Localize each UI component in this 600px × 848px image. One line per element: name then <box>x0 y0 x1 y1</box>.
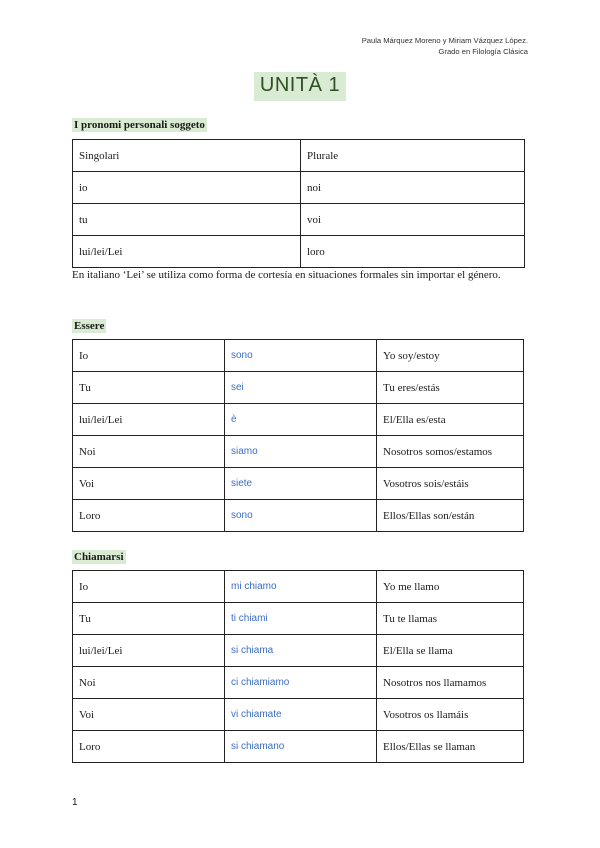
table-row <box>73 667 524 699</box>
table-row <box>73 236 525 268</box>
table-cell: vi chiamate <box>225 699 377 731</box>
table-cell: Nosotros nos llamamos <box>377 667 524 699</box>
header-degree: Grado en Filología Clásica <box>438 47 528 56</box>
table-cell: si chiamano <box>225 731 377 763</box>
table-row <box>73 140 525 172</box>
table-cell: lui/lei/Lei <box>73 236 301 268</box>
table-cell: sono <box>225 340 377 372</box>
table-row <box>73 571 524 603</box>
table-cell: io <box>73 172 301 204</box>
table-row <box>73 468 524 500</box>
header-authors: Paula Márquez Moreno y Miriam Vázquez López. <box>361 36 528 45</box>
table-cell: Vosotros os llamáis <box>377 699 524 731</box>
table-cell: Voi <box>73 699 225 731</box>
table-cell: ci chiamiamo <box>225 667 377 699</box>
table-row <box>73 340 524 372</box>
table-cell: Tu <box>73 603 225 635</box>
table-row <box>73 436 524 468</box>
page-number: 1 <box>72 797 78 808</box>
table-cell: El/Ella es/esta <box>377 404 524 436</box>
table-row <box>73 404 524 436</box>
table-cell: Io <box>73 340 225 372</box>
table-cell: Yo soy/estoy <box>377 340 524 372</box>
table-cell: Tu eres/estás <box>377 372 524 404</box>
table-cell: Vosotros sois/estáis <box>377 468 524 500</box>
table-cell: Ellos/Ellas son/están <box>377 500 524 532</box>
section-label-essere: Essere <box>74 320 105 332</box>
author-header <box>362 35 528 57</box>
table-row <box>73 603 524 635</box>
table-cell: tu <box>73 204 301 236</box>
section-label-chiamarsi: Chiamarsi <box>74 551 124 563</box>
table-cell: siete <box>225 468 377 500</box>
table-cell: loro <box>301 236 525 268</box>
table-row <box>73 372 524 404</box>
table-row <box>73 172 525 204</box>
table-cell: Tu te llamas <box>377 603 524 635</box>
courtesy-note: En italiano ‘Lei’ se utiliza como forma de cortesía en situaciones formales sin importar el género. <box>72 269 501 281</box>
page-title-wrap <box>0 72 600 101</box>
table-cell: Loro <box>73 731 225 763</box>
page-title: UNITÀ 1 <box>254 72 346 101</box>
table-cell: Yo me llamo <box>377 571 524 603</box>
table-cell: El/Ella se llama <box>377 635 524 667</box>
table-cell: lui/lei/Lei <box>73 404 225 436</box>
table-cell: Voi <box>73 468 225 500</box>
table-cell: Plurale <box>301 140 525 172</box>
table-cell: sei <box>225 372 377 404</box>
table-cell: è <box>225 404 377 436</box>
table-row <box>73 635 524 667</box>
table-row <box>73 500 524 532</box>
pronouns-table <box>72 139 525 268</box>
chiamarsi-table <box>72 570 524 763</box>
table-row <box>73 204 525 236</box>
table-cell: Ellos/Ellas se llaman <box>377 731 524 763</box>
table-cell: sono <box>225 500 377 532</box>
table-cell: Io <box>73 571 225 603</box>
table-cell: Tu <box>73 372 225 404</box>
section-label-pronouns: I pronomi personali soggeto <box>74 119 205 131</box>
table-cell: Singolari <box>73 140 301 172</box>
table-cell: Nosotros somos/estamos <box>377 436 524 468</box>
table-cell: siamo <box>225 436 377 468</box>
table-cell: ti chiami <box>225 603 377 635</box>
table-cell: si chiama <box>225 635 377 667</box>
essere-table <box>72 339 524 532</box>
table-cell: lui/lei/Lei <box>73 635 225 667</box>
table-cell: Noi <box>73 436 225 468</box>
table-cell: voi <box>301 204 525 236</box>
table-cell: mi chiamo <box>225 571 377 603</box>
table-row <box>73 731 524 763</box>
table-row <box>73 699 524 731</box>
table-cell: Noi <box>73 667 225 699</box>
table-cell: noi <box>301 172 525 204</box>
table-cell: Loro <box>73 500 225 532</box>
